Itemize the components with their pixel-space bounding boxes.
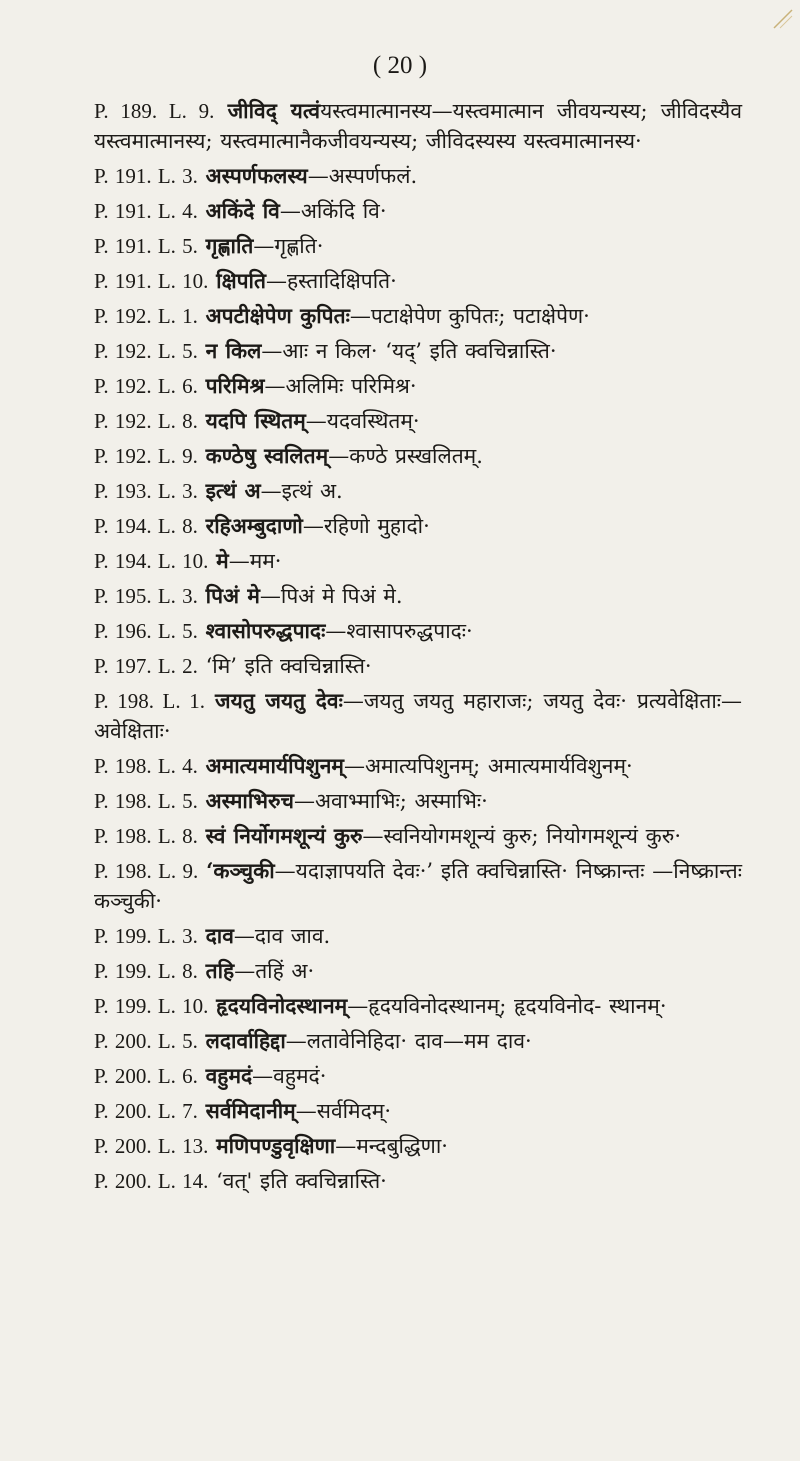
line-reference: P. 200. L. 14. xyxy=(94,1169,209,1193)
original-reading: रहिअम्बुदाणो xyxy=(205,513,303,538)
errata-entry xyxy=(94,476,742,506)
errata-entry xyxy=(94,441,742,471)
errata-entry xyxy=(94,161,742,191)
errata-entry xyxy=(94,751,742,781)
original-reading: इत्थं अ xyxy=(205,478,261,503)
line-reference: P. 197. L. 2. xyxy=(94,654,198,678)
line-reference: P. 199. L. 10. xyxy=(94,994,209,1018)
errata-entry xyxy=(94,616,742,646)
original-reading: जीविद् यत्वं xyxy=(227,98,321,123)
line-reference: P. 196. L. 5. xyxy=(94,619,198,643)
line-reference: P. 192. L. 5. xyxy=(94,339,198,363)
line-reference: P. 198. L. 4. xyxy=(94,754,198,778)
variant-reading: —जयतु जयतु महाराजः; जयतु देवः· प्रत्यवेक्षिताः—अवेक्षिताः· xyxy=(94,689,742,743)
line-reference: P. 200. L. 6. xyxy=(94,1064,198,1088)
original-reading: मणिपण्डुवृक्षिणा xyxy=(216,1133,336,1158)
errata-entry xyxy=(94,301,742,331)
line-reference: P. 191. L. 5. xyxy=(94,234,198,258)
errata-entry xyxy=(94,821,742,851)
original-reading: अस्पर्णफलस्य xyxy=(205,163,308,188)
page-number: ( 20 ) xyxy=(372,52,428,79)
original-reading: पिअं मे xyxy=(205,583,260,608)
variant-reading: —अकिंदि वि· xyxy=(279,199,387,223)
original-reading: अपटीक्षेपेण कुपितः xyxy=(205,303,350,328)
variant-reading: —सर्वमिदम्· xyxy=(295,1099,392,1123)
line-reference: P. 195. L. 3. xyxy=(94,584,198,608)
errata-entry xyxy=(94,651,742,681)
line-reference: P. 193. L. 3. xyxy=(94,479,198,503)
errata-entry xyxy=(94,581,742,611)
line-reference: P. 198. L. 1. xyxy=(94,689,205,713)
line-reference: P. 199. L. 3. xyxy=(94,924,198,948)
errata-entry xyxy=(94,231,742,261)
line-reference: P. 198. L. 9. xyxy=(94,859,199,883)
original-reading: दाव xyxy=(205,923,234,948)
errata-entry xyxy=(94,336,742,366)
variant-reading: —अवाभ्माभिः; अस्माभिः· xyxy=(293,789,488,813)
variant-reading: —तहिं अ· xyxy=(234,959,315,983)
original-reading: लदार्वाहिद्दा xyxy=(205,1028,286,1053)
errata-entry xyxy=(94,991,742,1021)
line-reference: P. 200. L. 7. xyxy=(94,1099,198,1123)
line-reference: P. 200. L. 5. xyxy=(94,1029,198,1053)
variant-reading: ‘मि’ इति क्वचिन्नास्ति· xyxy=(205,654,372,678)
variant-reading: —मम· xyxy=(228,549,282,573)
variant-reading: यस्त्वमात्मानस्य—यस्त्वमात्मान जीवयन्यस्य; जीविदस्यैव यस्त्वमात्मानस्य; यस्त्वमात्मानैकजीवयन्यस्य; जीविदस्यस्य यस्त्वमात्मानस्य· xyxy=(94,99,743,153)
original-reading: मे xyxy=(216,548,229,573)
line-reference: P. 191. L. 3. xyxy=(94,164,198,188)
line-reference: P. 198. L. 5. xyxy=(94,789,198,813)
original-reading: अस्माभिरुच xyxy=(205,788,294,813)
errata-entry xyxy=(94,96,742,156)
line-reference: P. 192. L. 1. xyxy=(94,304,198,328)
original-reading: जयतु जयतु देवः xyxy=(215,688,343,713)
variant-reading: —यदाज्ञापयति देवः·’ इति क्वचिन्नास्ति· निष्क्रान्तः —निष्क्रान्तः कञ्चुकी· xyxy=(94,859,742,913)
line-reference: P. 191. L. 4. xyxy=(94,199,198,223)
variant-reading: —कण्ठे प्रस्खलितम्. xyxy=(328,444,483,468)
errata-entry xyxy=(94,371,742,401)
original-reading: वहुमदं xyxy=(205,1063,253,1088)
variant-reading: —अमात्यपिशुनम्; अमात्यमार्यविशुनम्· xyxy=(343,754,633,778)
errata-entry xyxy=(94,196,742,226)
variant-reading: —हस्तादिक्षिपति· xyxy=(265,269,397,293)
variant-reading: —रहिणो मुहादो· xyxy=(302,514,430,538)
original-reading: यदपि स्थितम् xyxy=(205,408,306,433)
original-reading: परिमिश्र xyxy=(205,373,265,398)
errata-entry xyxy=(94,956,742,986)
variant-reading: —मन्दबुद्धिणा· xyxy=(335,1134,448,1158)
variant-reading: —दाव जाव. xyxy=(233,924,331,948)
variant-reading: —लतावेनिहिदा· दाव—मम दाव· xyxy=(285,1029,532,1053)
original-reading: क्षिपति xyxy=(216,268,266,293)
line-reference: P. 192. L. 8. xyxy=(94,409,198,433)
errata-entry xyxy=(94,511,742,541)
variant-reading: —गृह्णति· xyxy=(253,234,324,258)
original-reading: अकिंदे वि xyxy=(205,198,280,223)
errata-entry xyxy=(94,266,742,296)
errata-list xyxy=(94,96,742,1201)
errata-entry xyxy=(94,1166,742,1196)
line-reference: P. 194. L. 8. xyxy=(94,514,198,538)
line-reference: P. 198. L. 8. xyxy=(94,824,198,848)
line-reference: P. 200. L. 13. xyxy=(94,1134,209,1158)
line-reference: P. 199. L. 8. xyxy=(94,959,198,983)
original-reading: न किल xyxy=(205,338,262,363)
errata-entry xyxy=(94,856,742,916)
original-reading: स्वं निर्योगमशून्यं कुरु xyxy=(205,823,363,848)
line-reference: P. 192. L. 6. xyxy=(94,374,198,398)
corner-fold-mark xyxy=(772,8,794,30)
variant-reading: —वहुमदं· xyxy=(252,1064,327,1088)
variant-reading: —अस्पर्णफलं. xyxy=(307,164,418,188)
errata-entry xyxy=(94,1061,742,1091)
errata-entry xyxy=(94,686,742,746)
original-reading: अमात्यमार्यपिशुनम् xyxy=(205,753,344,778)
variant-reading: —यदवस्थितम्· xyxy=(305,409,420,433)
variant-reading: —स्वनियोगमशून्यं कुरु; नियोगमशून्यं कुरु· xyxy=(362,824,682,848)
variant-reading: ‘वत्' इति क्वचिन्नास्ति· xyxy=(216,1169,387,1193)
line-reference: P. 191. L. 10. xyxy=(94,269,209,293)
variant-reading: —पटाक्षेपेण कुपितः; पटाक्षेपेण· xyxy=(349,304,590,328)
line-reference: P. 194. L. 10. xyxy=(94,549,209,573)
errata-entry xyxy=(94,786,742,816)
original-reading: गृह्णाति xyxy=(205,233,254,258)
variant-reading: —श्वासापरुद्धपादः· xyxy=(325,619,473,643)
line-reference: P. 192. L. 9. xyxy=(94,444,198,468)
line-reference: P. 189. L. 9. xyxy=(94,99,215,123)
errata-entry xyxy=(94,1131,742,1161)
original-reading: श्वासोपरुद्धपादः xyxy=(205,618,326,643)
errata-entry xyxy=(94,546,742,576)
errata-entry xyxy=(94,921,742,951)
variant-reading: —आः न किल· ‘यद्’ इति क्वचिन्नास्ति· xyxy=(261,339,557,363)
errata-entry xyxy=(94,1026,742,1056)
original-reading: हृदयविनोदस्थानम् xyxy=(216,993,348,1018)
original-reading: ‘कञ्चुकी xyxy=(206,858,275,883)
variant-reading: —पिअं मे पिअं मे. xyxy=(259,584,403,608)
errata-entry xyxy=(94,1096,742,1126)
variant-reading: —अलिमिः परिमिश्र· xyxy=(264,374,417,398)
original-reading: कण्ठेषु स्वलितम् xyxy=(205,443,329,468)
original-reading: तहि xyxy=(205,958,235,983)
variant-reading: —इत्थं अ. xyxy=(260,479,343,503)
errata-entry xyxy=(94,406,742,436)
original-reading: सर्वमिदानीम् xyxy=(205,1098,296,1123)
variant-reading: —हृदयविनोदस्थानम्; हृदयविनोद- स्थानम्· xyxy=(347,994,667,1018)
